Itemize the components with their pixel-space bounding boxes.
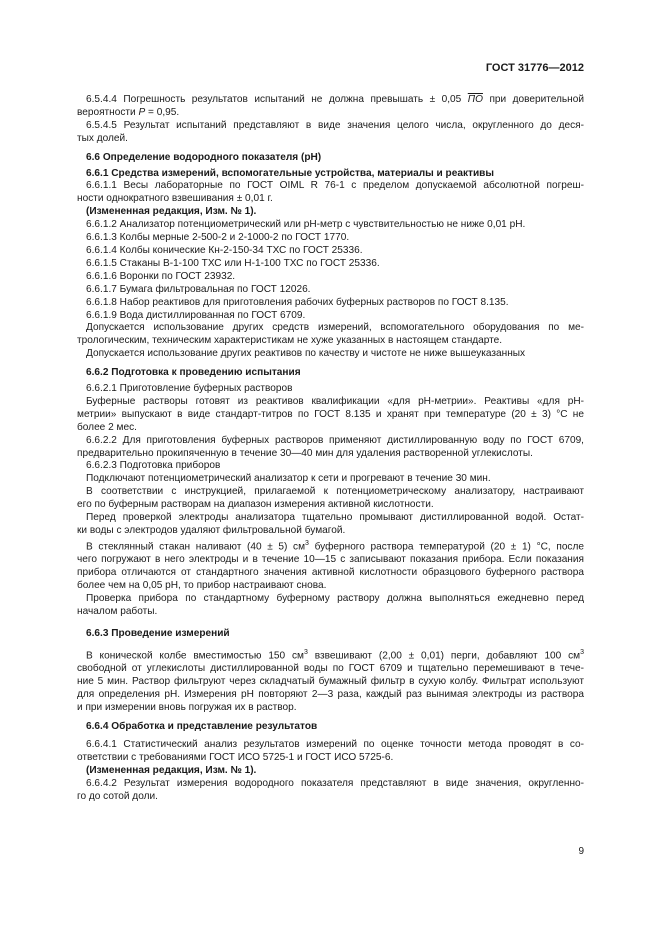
text-line: Подключают потенциометрический анализатор к сети и прогревают в течение 30 мин. (86, 473, 491, 485)
text-line: 6.6.4.2 Результат измерения водородного показателя представляют в виде значения, округленно- (86, 778, 584, 790)
text-line: В конической колбе вместимостью 150 $см^3$ взвешивают (2,00 ± 0,01) перги, добавляют 100 $см^3$ (86, 648, 584, 661)
text-line: Проверка прибора по стандартному буферному раствору должна выполняться ежедневно перед (86, 592, 584, 604)
document-id: ГОСТ 31776—2012 (485, 62, 584, 74)
text-line: 6.6.2.1 Приготовление буферных растворов (86, 383, 293, 395)
text-line: метрии» выпускают в виде стандарт-титров по ГОСТ 8.135 и хранят при температуре (20 ± 3) °С не (77, 408, 584, 420)
list-item: 6.6.1.4 Колбы конические Кн-2-150-34 ТХС по ГОСТ 25336. (86, 244, 363, 256)
text-line: тых долей. (77, 132, 128, 144)
text-line: Буферные растворы готовят из реактивов квалификации «для pH-метрии». Реактивы «для pH- (86, 395, 584, 407)
text-line: В соответствии с инструкцией, прилагаемой к потенциометрическому анализатору, настраивают (86, 486, 584, 498)
text-line: ки воды с электродов удаляют фильтровальной бумагой. (77, 525, 346, 536)
text-line: 6.6.2.2 Для приготовления буферных растворов применяют дистиллированную воду по ГОСТ 6709, (86, 434, 584, 446)
list-item: 6.6.1.7 Бумага фильтровальная по ГОСТ 12026. (86, 283, 311, 295)
text-line: для определения pH. Измерения pH повторяют 2—3 раза, каждый раз вынимая электроды из раствора (77, 688, 584, 700)
document-body (77, 94, 584, 804)
text-line: свободной от углекислоты дистиллированной воды по ГОСТ 6709 и тщательно перемешивают в тече- (77, 662, 584, 674)
text-line: Перед проверкой электроды анализатора тщательно промывают дистиллированной водой. Остат- (86, 512, 584, 524)
text-line: В стеклянный стакан наливают (40 ± 5) $см^3$ буферного раствора температурой (20 ± 1) °С, после (86, 539, 584, 553)
list-item: 6.6.1.6 Воронки по ГОСТ 23932. (86, 270, 236, 282)
text-line: Допускается использование других реактивов по качеству и чистоте не ниже вышеуказанных (86, 348, 526, 360)
text-line: более 2 мес. (77, 421, 137, 433)
text-line: 6.6.2.3 Подготовка приборов (86, 460, 221, 472)
text-line: 6.6.1.1 Весы лабораторные по ГОСТ OIML R 76-1 с пределом допускаемой абсолютной погреш- (86, 180, 584, 192)
text-line: и при измерении вновь погружая их в раствор. (77, 701, 297, 713)
text-line: ние 5 мин. Раствор фильтруют через складчатый бумажный фильтр в сухую колбу. Фильтрат используют (77, 675, 584, 687)
text-line: ответствии с требованиями ГОСТ ИСО 5725-1 и ГОСТ ИСО 5725-6. (77, 752, 394, 764)
text-line: Допускается использование других средств измерений, вспомогательного оборудования по ме- (86, 322, 584, 334)
list-item: 6.6.1.9 Вода дистиллированная по ГОСТ 6709. (86, 309, 306, 321)
list-item: 6.6.1.2 Анализатор потенциометрический или pH-метр с чувствительностью не ниже 0,01 pH. (86, 219, 526, 231)
page-number: 9 (578, 846, 584, 857)
revision-note: (Измененная редакция, Изм. № 1). (86, 206, 257, 218)
section-heading-6-6-4: 6.6.4 Обработка и представление результатов (86, 720, 318, 732)
text-line: прибора отличаются от стандартного значения активной кислотности образцового буферного раствора (77, 567, 584, 579)
text-line: его по буферным растворам на диапазон измерения активной кислотности. (77, 499, 434, 511)
po-symbol: ПО (467, 94, 483, 105)
text-line: трологическим, техническим характеристикам не хуже указанных в настоящем стандарте. (77, 335, 503, 347)
section-heading-6-6-1: 6.6.1 Средства измерений, вспомогательные устройства, материалы и реактивы (86, 167, 494, 179)
section-heading-6-6-2: 6.6.2 Подготовка к проведению испытания (86, 367, 301, 379)
list-item: 6.6.1.3 Колбы мерные 2-500-2 и 2-1000-2 по ГОСТ 1770. (86, 232, 350, 244)
text-line: чего погружают в него электроды и в течение 10—15 с записывают показания прибора. Если показания (77, 554, 584, 566)
text-line: 6.5.4.4 Погрешность результатов испытаний не должна превышать ± 0,05 ПО при доверительной (86, 94, 585, 105)
section-heading-6-6-3: 6.6.3 Проведение измерений (86, 627, 230, 639)
text-line: предварительно прокипяченную в течение 30—40 мин для удаления растворенной углекислоты. (77, 447, 533, 459)
list-item: 6.6.1.8 Набор реактивов для приготовления рабочих буферных растворов по ГОСТ 8.135. (86, 296, 509, 308)
text-line: более чем на 0,05 pH, то прибор настраивают снова. (77, 579, 327, 591)
text-line: ности однократного взвешивания ± 0,01 г. (77, 193, 273, 205)
text-line: началом работы. (77, 605, 158, 617)
section-heading-6-6: 6.6 Определение водородного показателя (pH) (86, 151, 322, 163)
text-line: вероятности P = 0,95. (77, 106, 180, 118)
list-item: 6.6.1.5 Стаканы В-1-100 ТХС или Н-1-100 ТХС по ГОСТ 25336. (86, 257, 380, 269)
text-line: 6.5.4.5 Результат испытаний представляют в виде значения целого числа, округленного до деся- (86, 119, 584, 131)
text-line: 6.6.4.1 Статистический анализ результатов измерений по оценке точности метода проводят в со- (86, 739, 584, 751)
text-line: го до сотой доли. (77, 791, 158, 803)
revision-note: (Измененная редакция, Изм. № 1). (86, 765, 257, 777)
